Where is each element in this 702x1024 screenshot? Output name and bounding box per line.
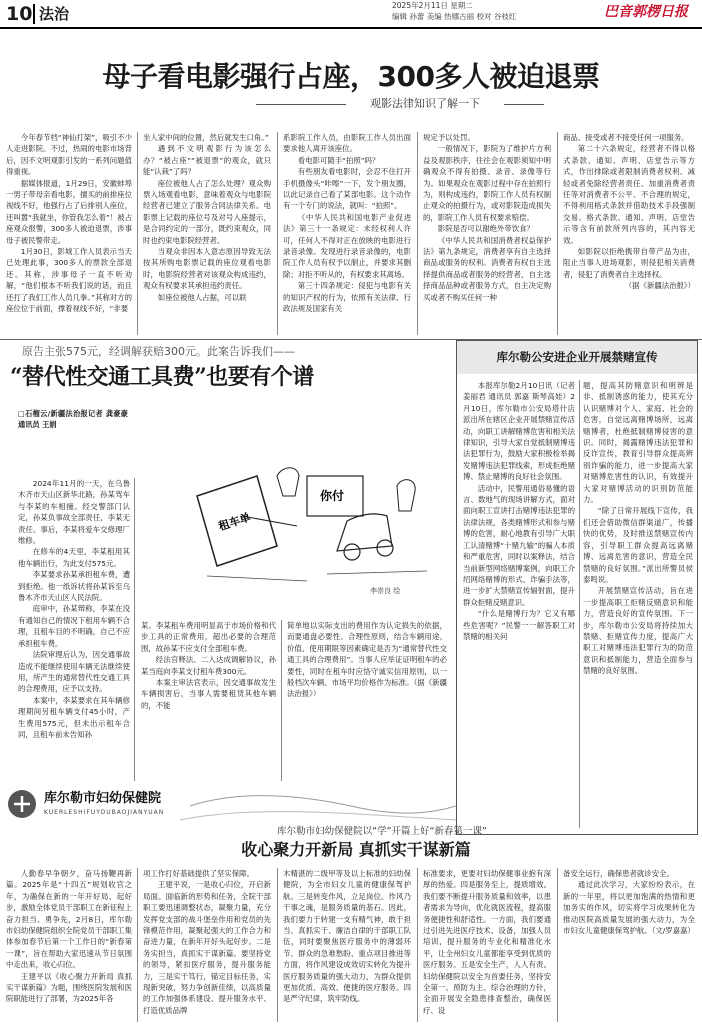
sign-left-text: 租车单 bbox=[216, 510, 253, 534]
paragraph: 简单地以实际支出的费用作为认定损失的依据，而要通盘必要性、合理性原则，结合车辆用途、价值、使用期限等因素确定是否为“通常替代性交通工具的合理费用”。当事人应举证证明租车的必要性，同时在租车时应恪守诚实信用原则，以一般档次车辆、市场平均价格作为标准。（据《新疆法治报》） bbox=[287, 621, 447, 699]
illustration bbox=[186, 455, 436, 603]
paragraph: 经法官释法、二入达成调解协议，孙某当庭向李某支付租车费300元。 bbox=[141, 655, 276, 676]
paragraph: 在修车的4天里，李某租用其他车辆出行，为此支付575元。 bbox=[18, 547, 130, 568]
section-name: 法治 bbox=[39, 5, 70, 23]
paragraph: 当观众非因本人意志原因导致无法按其所购电影票记载的座位观看电影时，电影院经营者对该观众构成违约，观众有权要求其承担违约责任。 bbox=[143, 247, 271, 291]
paragraph: “除了日常开展线下宣传，我们还会借助微信群渠道广，传播快的优势，及时推送禁赌宣传内容，引导职工群众提高远离赌博、远离危害的意识，营造全民禁赌的良好氛围。”派出所警员侯泰鸣说。 bbox=[583, 506, 693, 584]
subhead-rule-left bbox=[256, 104, 346, 105]
column-divider bbox=[417, 868, 418, 1022]
story3-col-4 bbox=[423, 868, 551, 1023]
paragraph: 座位被他人占了怎么处理？观众购票入场观看电影，意味着观众与电影院经营者已建立了服务合同法律关系。电影票上记载的座位号及对号入座提示，是合同约定的一部分，既约束观众，同时也约束电影院经营者。 bbox=[143, 178, 271, 245]
person-figure bbox=[277, 468, 299, 496]
paragraph: 备安全运行，确保患者就诊安全。 bbox=[563, 869, 674, 878]
story1-col-5 bbox=[563, 132, 695, 337]
person-figure bbox=[397, 480, 415, 511]
story1-subhead: 观影法律知识了解一下 bbox=[370, 97, 480, 110]
column-divider bbox=[579, 380, 580, 828]
sign-right-text: 你付 bbox=[320, 489, 345, 503]
column-divider bbox=[137, 868, 138, 1022]
paragraph: 活动中，民警用通俗易懂的语言、数地气的现场讲解方式，面对面向职工宣讲打击赌博违法犯罪的法律法规，各类赌博形式和参与赌博的危害，耐心地教有引导广大职工认清赌博“十赌九输”的骗人本质和严重危害，同时以案释法，结合当前新型网络赌博案例，向职工介绍网络赌博的形式、诈骗手法等，进一步扩大禁赌宣传辐射面，提升群众拒赌反赌意识。 bbox=[463, 483, 575, 607]
paper-logo: 巴音郭楞日报 bbox=[604, 4, 688, 20]
paragraph: 木精湛的二级甲等及以上标准的妇幼保健院，为全市妇女儿童的健康保驾护航。三是转变作风，立足岗位。作风乃干事之魂，是服务质量的基石。因此，我们要力于转建一支有精气神，敢于担当、真抓实干、廉洁自律的干部职工队伍，同时要聚焦医疗服务中的薄弱环节、群众的急难愁盼、重点项目推进等方面，将作风建设成效切实转化为提升医疗服务质量的强大动力，为群众提供更加优质、高效、便捷的医疗服务。四是严守纪律，筑牢防线。 bbox=[283, 869, 411, 1004]
paragraph: 王建平以《收心聚力开新局 真抓实干谋新篇》为题，围绕医院发展和医院职能进行了部署，为2025年各 bbox=[6, 971, 132, 1004]
story3-col-2 bbox=[143, 868, 271, 1023]
story2-headline: “替代性交通工具费”也要有个谱 bbox=[10, 364, 314, 390]
paragraph: 某。李某租车费用明显高于市场价格和代步工具的正常费用，超出必要的合理范围，故孙某不应支付全部租车费。 bbox=[141, 621, 276, 653]
column-divider bbox=[557, 868, 558, 1022]
column-divider bbox=[417, 132, 418, 335]
paragraph: 如座位被他人占据，可以联 bbox=[157, 292, 247, 302]
paragraph: 题，提高其防赌意识和明辨是非、抵制诱惑的能力，使其充分认识赌博对个人、家庭、社会的危害，自觉远离赌博场所，远离赌博者，杜绝抵制赌博侵害的意识。同时，揭露赌博违法犯罪和反诈宣传，教育引导群众提高辨别诈骗的能力，进一步提高大家对赌博危害性的认识，有效提升大家对赌博活动的识别防范能力。 bbox=[583, 381, 693, 505]
story1-col-1 bbox=[6, 132, 132, 337]
paragraph: 2024年11月的一天，在乌鲁木齐市天山区新华北路，孙某驾车与李某的车相撞。经交警部门认定，孙某负事故全部责任，李某无责任。事后，李某将爱车交修理厂维修。 bbox=[18, 479, 130, 546]
banner-title: 库尔勒市妇幼保健院 bbox=[44, 791, 162, 806]
paragraph: 第三十四条规定：侵犯与电影有关的知识产权的行为，依照有关法律、行政法规及国家有关 bbox=[283, 281, 411, 314]
subhead-rule-right bbox=[504, 104, 544, 105]
sidebar-col-2 bbox=[583, 380, 693, 830]
paragraph: 规定予以处罚。 bbox=[423, 133, 475, 142]
story2-kicker: 原告主张575元，经调解获赔300元。此案告诉我们—— bbox=[22, 345, 295, 358]
paragraph: 据媒体报道，1月29日，安徽蚌埠一男子带母亲看电影，擅买的前排座位视线不好，他强行占了后排别人座位，还叫嚣“我就坐，你管我怎么着”！被占座观众报警，300多人被迫退票，涉事母子被民警带走。 bbox=[6, 178, 132, 245]
source-note: （据《新疆法治报》） bbox=[624, 281, 695, 291]
car-wheel bbox=[377, 540, 393, 556]
paragraph: 王建平说，一是收心归位，开启新局面。面临新的形势和任务，全院干部职工要迅速调整状态，凝聚力量，充分发挥党支部的战斗堡垒作用和党员的先锋模范作用，凝聚起强大的工作合力和奋进力量，在新年开好头起好步。二是务实担当，真抓实干谋新篇。要坚持党的领导，紧扣医疗服务，提升服务能力，三是实干笃行，锚定目标任务，实现新突破，努力争创新佳绩，以高质量的工作加强体系建设、提升服务水平、打造优质品牌 bbox=[143, 880, 271, 1015]
ground-line bbox=[207, 571, 427, 581]
paragraph: 看电影可随手“拍照”吗？ bbox=[297, 155, 380, 165]
story1-col-3 bbox=[283, 132, 411, 337]
story3-headline: 收心聚力开新局 真抓实干谋新篇 bbox=[241, 840, 471, 859]
story2-col-3 bbox=[287, 620, 447, 783]
paragraph: 坐人家中间的位置，然后就发生口角。” bbox=[143, 133, 269, 142]
paragraph: 标准要求，更要对妇幼保健事业抱有深厚的热爱。四是服务至上，提质增效。我们要不断提升服务质量和效率，以患者需求为导向，优化就医流程，提高服务便捷性和舒适性。一方面，我们要通过引进先进医疗技术、设备，加强人员培训，提升服务的专业化和精准化水平，让全州妇女儿童都能享受到优质的医疗服务。五是安全生产，人人有责。妇幼保健院以安全为首要任务，坚持安全第一、预防为主、综合治理的方针，全面开展安全隐患排查整治，确保医疗、设 bbox=[423, 869, 551, 1015]
paragraph: 本案中，李某要求在其车辆修理期间另租车辆支付45小时，产生费用575元，但未出示租车合同，且租车前未告知孙 bbox=[18, 695, 130, 739]
banner-wave bbox=[190, 796, 456, 813]
cartoon-illustration bbox=[187, 456, 437, 604]
story3-kicker: 库尔勒市妇幼保健院以“学”开篇上好“新春第一课” bbox=[277, 826, 487, 837]
page-number: 10 bbox=[6, 3, 33, 25]
paragraph: 一般情况下，影院为了维护片方利益及观影秩序，往往会在观影须知中明确观众不得有拍摄、录音、录像等行为。如果观众在观影过程中存在拍照行为，则构成违约，影院工作人员有权制止观众的拍摄行为，或对影院造成损失的，影院工作人员有权要求赔偿。 bbox=[423, 144, 551, 222]
column-divider bbox=[134, 478, 135, 781]
story2-byline: □石榴云/新疆法治报记者 龚豪豪 通讯员 王娟 bbox=[18, 409, 128, 429]
paragraph: 今年春节档“神仙打架”，吸引不少人走进影院。不过，热闹的电影市场背后，因不文明观影引发的一系列问题值得重视。 bbox=[6, 133, 132, 177]
sidebar-title: 库尔勒公安进企业开展禁赌宣传 bbox=[457, 341, 697, 374]
column-divider bbox=[281, 620, 282, 781]
story3-col-5 bbox=[563, 868, 695, 1023]
sidebar-col-1 bbox=[463, 380, 575, 830]
paragraph: 本报库尔勒2月10日讯（记者 姜丽君 通讯员 郭嘉 斯琴高娃）2月10日，库尔勒市公安局塔什店派出所在辖区企业开展禁赌宣传活动，向职工讲解赌博危害和相关法律知识，引导大家自觉抵制赌博违法犯罪行为，鼓励大家积极检举揭发赌博违法犯罪线索，形成拒绝赌博、禁止赌博的良好社会氛围。 bbox=[463, 381, 575, 482]
paragraph: 系影院工作人员，由影院工作人员出面要求他人离开该座位。 bbox=[283, 133, 411, 154]
story1-col-2 bbox=[143, 132, 271, 337]
story2-col-1 bbox=[18, 478, 130, 783]
paragraph: 影院是否可以谢绝外带饮食？ bbox=[437, 224, 534, 234]
paragraph: 人勤春早争朝夕，奋马扬鞭再新篇。2025年是“十四五”规划收官之年，为确保在新的一年开好局、起好步，激励全体党员干部职工在新征程上奋力担当、勇争先，2月8日，库尔勒市妇幼保健院组织全院党员干部职工集体参加春节后第一个工作日的“新春第一课”，旨在帮助大家迅速从节日氛围中走出来，收心归位。 bbox=[6, 869, 132, 970]
paragraph: 通过此次学习，大家纷纷表示，在新的一年里，将以更加饱满的热情和更加务实的作风，切实将学习成果转化为推动医院高质量发展的强大动力，为全市妇女儿童健康保驾护航。（文/罗嘉嘉） bbox=[563, 880, 695, 936]
paragraph: 李某要求孙某承担租车费，遭到拒绝。他一纸诉状将孙某诉至乌鲁木齐市天山区人民法院。 bbox=[18, 570, 130, 603]
car-wheel bbox=[344, 544, 360, 560]
paragraph: 有些朋友看电影时，会忍不住打开手机摄像头“咔嚓”一下，发个朋友圈，以此记录自己看了某部电影。这个动作有一个专门的说法，就叫：“拍照”。 bbox=[283, 167, 411, 211]
paragraph: 遇到不文明观影行为该怎么办？“被占座”“被退票”的观众，就只能“认栽”了吗？ bbox=[143, 144, 271, 177]
paragraph: 庭审中，孙某辩称，李某在没有通知自己的情况下租用车辆不合理，且租车目的不明确，自己不应承担租车费。 bbox=[18, 604, 130, 648]
masthead-divider bbox=[33, 4, 35, 24]
paragraph: 法院审理后认为，因交通事故造成不能继续使用车辆无法继续使用，所产生的通常替代性交通工具的合理费用，应予以支持。 bbox=[18, 650, 130, 694]
column-divider bbox=[277, 868, 278, 1022]
story3-col-3 bbox=[283, 868, 411, 1023]
illustration-caption: 李崇良 绘 bbox=[370, 587, 401, 595]
paragraph: 本案主审法官表示，因交通事故发生车辆损害后，当事人需要租赁其他车辆的，不能 bbox=[141, 678, 276, 710]
editors-line: 编辑 孙蕾 美编 热娜古丽 校对 谷枝红 bbox=[392, 12, 517, 21]
paragraph: 项工作打好基础提供了坚实保障。 bbox=[143, 869, 254, 878]
paragraph: “什么是赌博行为？它又有哪些危害呢？”民警一一解答职工对禁赌的相关问 bbox=[463, 609, 575, 641]
paragraph: 开展禁赌宣传活动，旨在进一步提高职工拒赌反赌意识和能力，营造良好的宣传氛围。下一步，库尔勒市公安局将持续加大禁赌、拒赌宣传力度，提高广大职工对赌博违法犯罪行为的防范意识和抵制能力，营造全面参与禁赌的良好氛围。 bbox=[583, 586, 693, 676]
paragraph: 如影院以拒绝携带自带产品为由，阻止当事人进场观影，则侵犯相关消费者，侵犯了消费者自主选择权。 bbox=[563, 247, 695, 279]
paragraph: 商品、接受或者不接受任何一项服务。 bbox=[563, 133, 689, 142]
masthead-rule bbox=[0, 27, 702, 29]
car-outline bbox=[337, 514, 392, 551]
story2-col-2 bbox=[141, 620, 276, 783]
story1-col-4 bbox=[423, 132, 551, 337]
story1-headline: 母子看电影强行占座，300多人被迫退票 bbox=[102, 60, 600, 93]
paragraph: 《中华人民共和国电影产业促进法》第三十一条规定：未经权利人许可，任何人不得对正在放映的电影进行录音录像。发现进行录音录像的，电影院工作人员有权予以制止，并要求其删除；对拒不听从的，有权要求其离场。 bbox=[283, 212, 411, 279]
paragraph: 《中华人民共和国消费者权益保护法》第九条规定，消费者享有自主选择商品或服务的权利。消费者有权自主选择提供商品或者服务的经营者，自主选择商品品种或者服务方式，自主决定购买或者不购买任何一种 bbox=[423, 235, 551, 302]
issue-date: 2025年2月11日 星期二 bbox=[392, 1, 473, 10]
column-divider bbox=[557, 132, 558, 335]
column-divider bbox=[137, 132, 138, 335]
banner-pinyin: KUERLESHIFUYOUBAOJIANYUAN bbox=[44, 809, 165, 816]
paragraph: 1月30日，影城工作人员表示当天已处理此事，300多人的票款全部退还。其称，涉事母子一直不听劝解，“他们根本不听我们说的话，而且还打了我们工作人员几拳。”其称对方的座位位于前面，撑着视线不好，“非要 bbox=[6, 247, 132, 314]
paragraph: 第二十六条规定，经营者不得以格式条款、通知、声明、店堂告示等方式，作出排除或者限制消费者权利、减轻或者免除经营者责任、加重消费者责任等对消费者不公平、不合理的规定，不得利用格式条款并借助技术手段强制交易。格式条款、通知、声明、店堂告示等含有前款所列内容的，其内容无效。 bbox=[563, 144, 695, 245]
story3-col-1 bbox=[6, 868, 132, 1023]
column-divider bbox=[277, 132, 278, 335]
